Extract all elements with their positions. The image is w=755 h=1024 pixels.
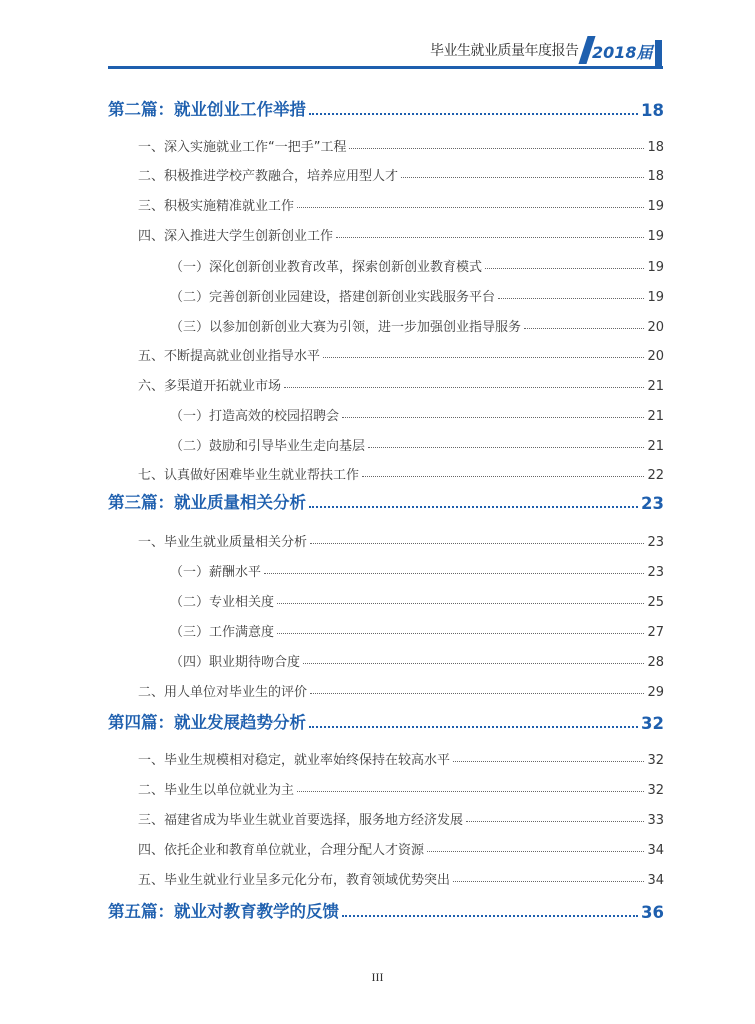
toc-entry-page: 34 — [647, 843, 664, 858]
toc-leader-dots — [466, 821, 644, 822]
toc-subsection-entry[interactable] — [170, 618, 664, 640]
toc-entry-label: 第四篇：就业发展趋势分析 — [108, 713, 306, 732]
toc-section-entry[interactable] — [138, 836, 664, 858]
toc-leader-dots — [427, 851, 644, 852]
toc-section-entry[interactable] — [138, 192, 664, 214]
toc-entry-page: 19 — [647, 199, 664, 214]
toc-entry-page: 23 — [647, 535, 664, 550]
toc-leader-dots — [303, 663, 644, 664]
toc-entry-label: （一）打造高效的校园招聘会 — [170, 409, 340, 424]
toc-section-entry[interactable] — [138, 806, 664, 828]
toc-entry-page: 28 — [647, 655, 664, 670]
toc-leader-dots — [342, 417, 644, 418]
toc-section-entry[interactable] — [138, 372, 664, 394]
toc-subsection-entry[interactable] — [170, 648, 664, 670]
toc-entry-page: 21 — [647, 409, 664, 424]
toc-section-entry[interactable] — [138, 222, 664, 244]
toc-entry-page: 20 — [647, 320, 664, 335]
toc-part-entry[interactable] — [108, 900, 664, 922]
toc-section-entry[interactable] — [138, 162, 664, 184]
toc-leader-dots — [368, 447, 644, 448]
toc-section-entry[interactable] — [138, 133, 664, 155]
toc-entry-label: 第三篇：就业质量相关分析 — [108, 493, 306, 512]
toc-entry-label: 一、毕业生规模相对稳定，就业率始终保持在较高水平 — [138, 753, 451, 768]
toc-entry-label: （二）专业相关度 — [170, 595, 275, 610]
toc-leader-dots — [323, 357, 644, 358]
toc-leader-dots — [284, 387, 644, 388]
toc-entry-page: 22 — [647, 468, 664, 483]
toc-entry-page: 23 — [647, 565, 664, 580]
toc-leader-dots — [485, 268, 644, 269]
toc-entry-label: 五、毕业生就业行业呈多元化分布，教育领域优势突出 — [138, 873, 451, 888]
toc-leader-dots — [349, 148, 644, 149]
toc-leader-dots — [336, 237, 644, 238]
toc-entry-page: 19 — [647, 260, 664, 275]
toc-leader-dots — [297, 207, 644, 208]
toc-entry-label: 第五篇：就业对教育教学的反馈 — [108, 902, 339, 921]
toc-entry-page: 25 — [647, 595, 664, 610]
toc-leader-dots — [310, 543, 644, 544]
toc-entry-label: 第二篇：就业创业工作举措 — [108, 100, 306, 119]
toc-entry-page: 19 — [647, 290, 664, 305]
toc-entry-page: 29 — [647, 685, 664, 700]
toc-entry-label: 二、毕业生以单位就业为主 — [138, 783, 295, 798]
toc-entry-page: 21 — [647, 439, 664, 454]
toc-subsection-entry[interactable] — [170, 432, 664, 454]
toc-leader-dots — [453, 761, 644, 762]
toc-entry-page: 32 — [647, 753, 664, 768]
toc-leader-dots — [342, 915, 638, 917]
toc-entry-label: 二、用人单位对毕业生的评价 — [138, 685, 308, 700]
toc-subsection-entry[interactable] — [170, 402, 664, 424]
toc-entry-label: 四、依托企业和教育单位就业，合理分配人才资源 — [138, 843, 425, 858]
toc-entry-label: （三）工作满意度 — [170, 625, 275, 640]
toc-entry-label: 四、深入推进大学生创新创业工作 — [138, 229, 334, 244]
toc-leader-dots — [264, 573, 644, 574]
toc-leader-dots — [362, 476, 644, 477]
toc-leader-dots — [309, 726, 638, 728]
toc-section-entry[interactable] — [138, 776, 664, 798]
toc-section-entry[interactable] — [138, 342, 664, 364]
toc-entry-page: 27 — [647, 625, 664, 640]
toc-entry-label: （一）薪酬水平 — [170, 565, 262, 580]
toc-subsection-entry[interactable] — [170, 558, 664, 580]
toc-entry-page: 23 — [641, 494, 664, 513]
toc-section-entry[interactable] — [138, 866, 664, 888]
toc-entry-page: 33 — [647, 813, 664, 828]
toc-section-entry[interactable] — [138, 461, 664, 483]
toc-entry-label: （二）鼓励和引导毕业生走向基层 — [170, 439, 366, 454]
toc-entry-label: 三、福建省成为毕业生就业首要选择，服务地方经济发展 — [138, 813, 464, 828]
toc-leader-dots — [401, 177, 644, 178]
toc-subsection-entry[interactable] — [170, 253, 664, 275]
toc-leader-dots — [453, 881, 644, 882]
toc-entry-label: 五、不断提高就业创业指导水平 — [138, 349, 321, 364]
toc-entry-page: 18 — [641, 101, 664, 120]
toc-part-entry[interactable] — [108, 711, 664, 733]
toc-entry-label: （四）职业期待吻合度 — [170, 655, 301, 670]
toc-subsection-entry[interactable] — [170, 283, 664, 305]
toc-leader-dots — [524, 328, 644, 329]
toc-part-entry[interactable] — [108, 491, 664, 513]
toc-entry-page: 19 — [647, 229, 664, 244]
toc-leader-dots — [309, 113, 638, 115]
toc-subsection-entry[interactable] — [170, 313, 664, 335]
toc-entry-label: 六、多渠道开拓就业市场 — [138, 379, 282, 394]
toc-section-entry[interactable] — [138, 528, 664, 550]
toc-entry-page: 18 — [647, 169, 664, 184]
toc-entry-label: （二）完善创新创业园建设，搭建创新创业实践服务平台 — [170, 290, 496, 305]
toc-entry-page: 18 — [647, 140, 664, 155]
toc-leader-dots — [310, 693, 644, 694]
toc-leader-dots — [498, 298, 644, 299]
toc-entry-page: 32 — [647, 783, 664, 798]
toc-entry-page: 21 — [647, 379, 664, 394]
toc-entry-page: 32 — [641, 714, 664, 733]
toc-entry-label: 一、深入实施就业工作“一把手”工程 — [138, 140, 347, 155]
toc-entry-label: 三、积极实施精准就业工作 — [138, 199, 295, 214]
toc-leader-dots — [297, 791, 644, 792]
toc-leader-dots — [309, 506, 638, 508]
toc-subsection-entry[interactable] — [170, 588, 664, 610]
toc-part-entry[interactable] — [108, 98, 664, 120]
toc-leader-dots — [277, 633, 644, 634]
toc-section-entry[interactable] — [138, 746, 664, 768]
toc-entry-label: 一、毕业生就业质量相关分析 — [138, 535, 308, 550]
toc-entry-page: 34 — [647, 873, 664, 888]
toc-section-entry[interactable] — [138, 678, 664, 700]
toc-entry-label: 二、积极推进学校产教融合，培养应用型人才 — [138, 169, 399, 184]
toc-entry-label: （三）以参加创新创业大赛为引领，进一步加强创业指导服务 — [170, 320, 522, 335]
toc-entry-page: 20 — [647, 349, 664, 364]
toc-entry-label: （一）深化创新创业教育改革，探索创新创业教育模式 — [170, 260, 483, 275]
report-title: 毕业生就业质量年度报告 — [430, 43, 579, 59]
toc-entry-page: 36 — [641, 903, 664, 922]
report-year: 2018届 — [592, 43, 653, 62]
toc-entry-label: 七、认真做好困难毕业生就业帮扶工作 — [138, 468, 360, 483]
page-number: III — [371, 970, 384, 984]
toc-leader-dots — [277, 603, 644, 604]
